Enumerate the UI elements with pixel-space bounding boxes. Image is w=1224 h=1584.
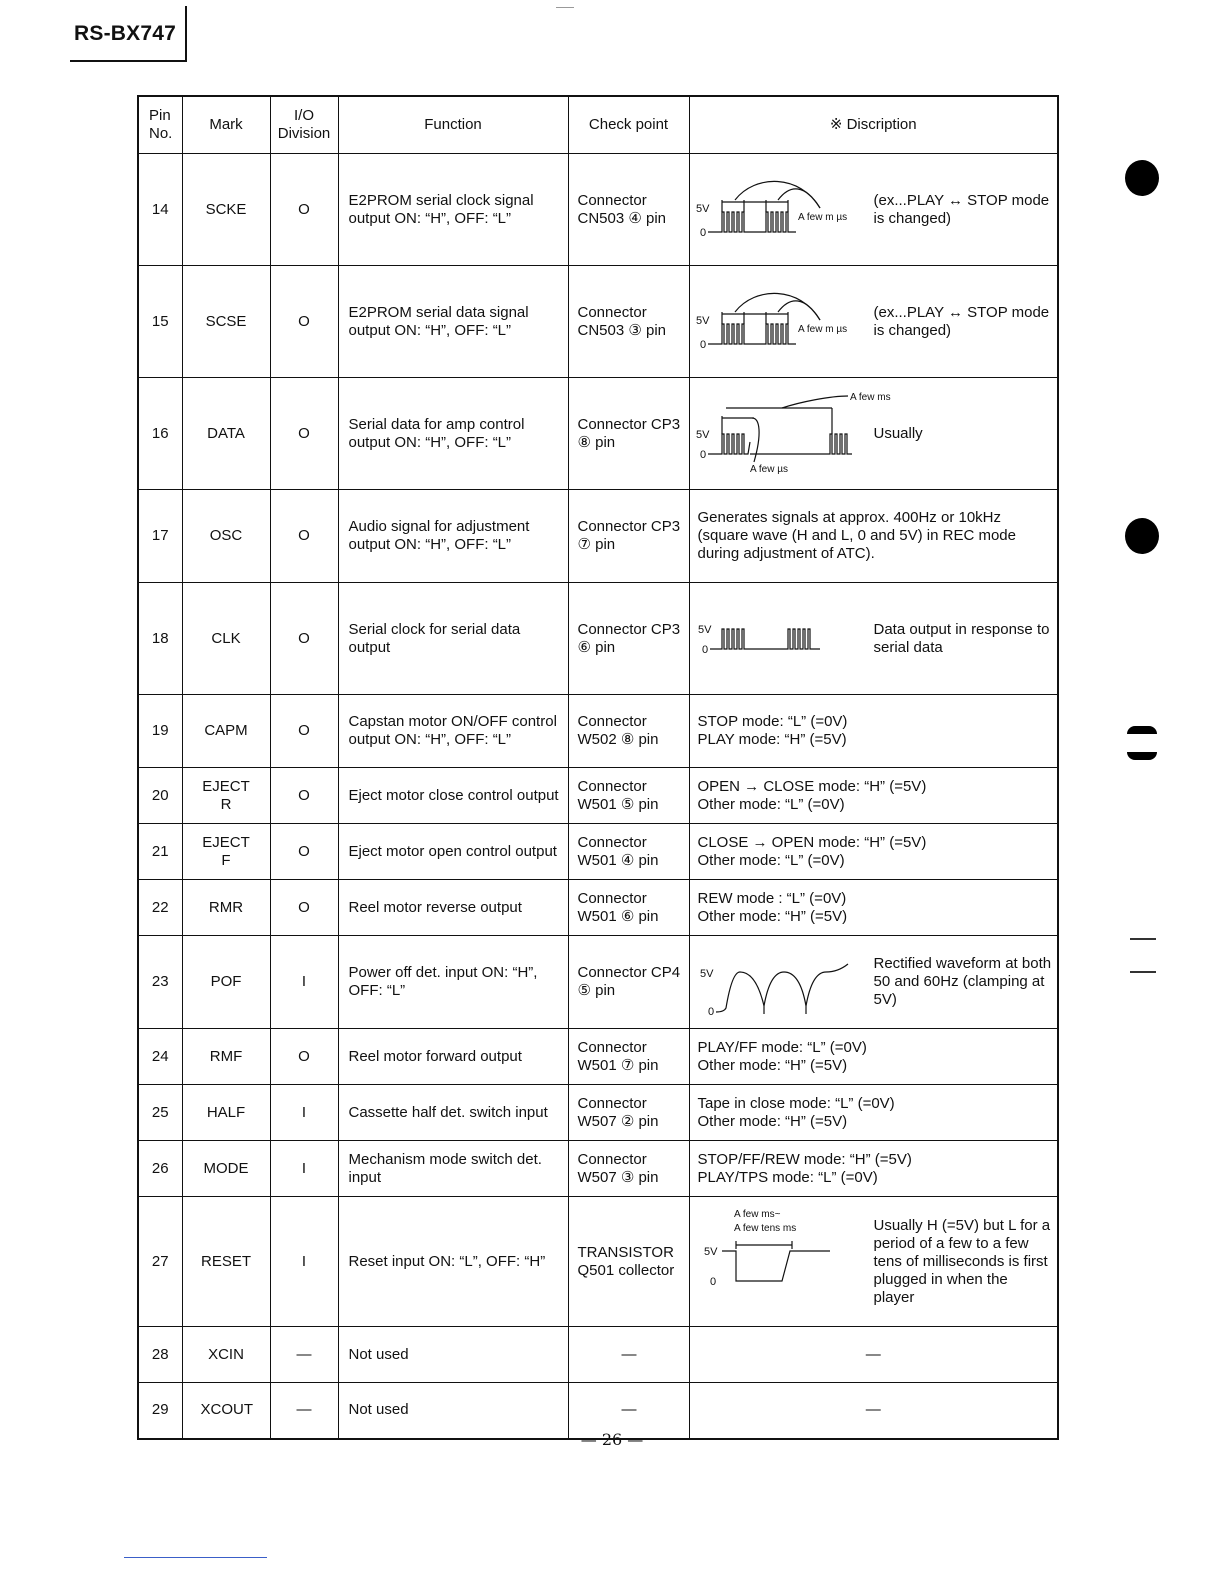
pin-number: 27 [138,1197,182,1327]
wave-label-time: A few ms~ [733,1209,780,1220]
model-title: RS-BX747 [74,22,176,45]
wave-label-0: 0 [699,339,706,351]
wave-label-5v: 5V [695,203,709,215]
wave-label-0: 0 [699,227,706,239]
table-row [138,1141,1058,1197]
function-text: Mechanism mode switch det. input [338,1141,568,1197]
io-division: O [270,266,338,378]
table-row [138,266,1058,378]
bracket [722,312,788,324]
pin-mark: POF [182,936,270,1029]
wave-label-0: 0 [707,1006,714,1018]
io-division: O [270,695,338,768]
desc-cell: Tape in close mode: “L” (=0V) Other mode: “H” (=5V) [689,1085,1058,1141]
desc-text: Rectified waveform at both 50 and 60Hz (clamping at 5V) [873,955,1052,1008]
desc-cell: — [689,1327,1058,1383]
pin-number: 26 [138,1141,182,1197]
pin-mark: RMF [182,1029,270,1085]
check-point: Connector CP3 ⑦ pin [568,490,689,583]
col-desc-header: ※ Discription [689,96,1058,154]
pin-number: 17 [138,490,182,583]
col-function-header: Function [338,96,568,154]
pin-mark: SCSE [182,266,270,378]
wave-label-0: 0 [701,644,708,656]
io-division: O [270,768,338,824]
io-division: — [270,1383,338,1439]
io-division: O [270,154,338,266]
check-point: Connector W507 ② pin [568,1085,689,1141]
desc-cell: STOP/FF/REW mode: “H” (=5V) PLAY/TPS mode: “L” (=0V) [689,1141,1058,1197]
arrow-arc [778,189,820,208]
function-text: Audio signal for adjustment output ON: “H”, OFF: “L” [338,490,568,583]
pulse-train [708,324,796,344]
check-point: Connector W507 ③ pin [568,1141,689,1197]
pin-mark: RMR [182,880,270,936]
function-text: Not used [338,1383,568,1439]
pin-mark: EJECT F [182,824,270,880]
table-row [138,1029,1058,1085]
check-point: — [568,1327,689,1383]
arrow-arc [752,418,759,462]
desc-cell [689,1197,1058,1327]
desc-cell [689,583,1058,695]
col-pin-header: Pin No. [138,96,182,154]
table-row [138,768,1058,824]
page-number: — 26 — [580,1430,644,1449]
wave-label-time: A few tens ms [733,1223,796,1234]
function-text: E2PROM serial clock signal output ON: “H”, OFF: “L” [338,154,568,266]
pin-mark: MODE [182,1141,270,1197]
pin-mark: SCKE [182,154,270,266]
pin-number: 25 [138,1085,182,1141]
wave-label-5v: 5V [695,429,709,441]
desc-cell: STOP mode: “L” (=0V) PLAY mode: “H” (=5V) [689,695,1058,768]
pin-mark: HALF [182,1085,270,1141]
wave-label-time: A few m µs [797,212,847,223]
io-division: I [270,1197,338,1327]
pin-number: 16 [138,378,182,490]
function-text: Power off det. input ON: “H”, OFF: “L” [338,936,568,1029]
arrow-arc [778,301,820,320]
bracket [722,408,832,434]
function-text: E2PROM serial data signal output ON: “H”, OFF: “L” [338,266,568,378]
check-point: Connector W501 ⑤ pin [568,768,689,824]
desc-text: Data output in response to serial data [873,620,1050,656]
desc-cell [689,378,1058,490]
arrow-arc [782,396,848,408]
table-row [138,490,1058,583]
pin-number: 20 [138,768,182,824]
function-text: Not used [338,1327,568,1383]
io-division: O [270,880,338,936]
desc-text: Usually H (=5V) but L for a period of a few to a few tens of milliseconds is first plugged in when the player [873,1216,1051,1306]
io-division: I [270,1085,338,1141]
pin-number: 19 [138,695,182,768]
col-io-header: I/O Division [270,96,338,154]
io-division: O [270,490,338,583]
pin-number: 21 [138,824,182,880]
pin-number: 18 [138,583,182,695]
check-point: TRANSISTOR Q501 collector [568,1197,689,1327]
pin-mark: XCIN [182,1327,270,1383]
table-row [138,154,1058,266]
pin-number: 14 [138,154,182,266]
pin-mark: EJECT R [182,768,270,824]
pin-mark: OSC [182,490,270,583]
pin-function-table [137,95,1059,1440]
desc-text: (ex...PLAY ↔ STOP mode is changed) [873,303,1050,339]
desc-cell [689,154,1058,266]
pulse-train [708,212,796,232]
rectified-wave [716,964,848,1014]
table-row [138,583,1058,695]
function-text: Reel motor reverse output [338,880,568,936]
top-mark [556,7,574,8]
check-point: Connector W501 ⑥ pin [568,880,689,936]
wave-label-0: 0 [699,449,706,461]
table-row [138,880,1058,936]
reset-pulse [722,1251,830,1281]
arrow-arc [735,181,820,208]
wave-label-5v: 5V [695,315,709,327]
pin-mark: CAPM [182,695,270,768]
table-row [138,824,1058,880]
wave-label-5v: 5V [697,624,711,636]
pin-mark: CLK [182,583,270,695]
pin-number: 28 [138,1327,182,1383]
bracket [722,200,788,212]
io-division: O [270,824,338,880]
bracket [736,1241,792,1249]
desc-cell: — [689,1383,1058,1439]
col-check-header: Check point [568,96,689,154]
io-division: O [270,378,338,490]
edge-mark [1130,938,1156,940]
check-point: Connector CN503 ③ pin [568,266,689,378]
io-division: I [270,1141,338,1197]
waveform-diagram [690,266,874,377]
check-point: — [568,1383,689,1439]
pin-mark: XCOUT [182,1383,270,1439]
io-division: O [270,583,338,695]
wave-label-time: A few ms [849,392,891,403]
table-row [138,1327,1058,1383]
wave-label-5v: 5V [703,1246,717,1258]
header-underline [70,60,187,62]
table-row [138,1197,1058,1327]
waveform-diagram [690,378,891,489]
function-text: Reel motor forward output [338,1029,568,1085]
function-text: Serial clock for serial data output [338,583,568,695]
desc-cell: Generates signals at approx. 400Hz or 10kHz (square wave (H and L, 0 and 5V) in REC mode during adjustment of ATC). [689,490,1058,583]
io-division: — [270,1327,338,1383]
bottom-rule [124,1557,267,1558]
wave-label-time: A few µs [749,464,788,475]
wave-label-5v: 5V [699,968,713,980]
table-row [138,378,1058,490]
waveform-diagram [690,154,874,265]
waveform-diagram [690,936,874,1028]
header-divider [185,6,187,62]
pulse-train [708,434,852,454]
wave-label-0: 0 [709,1276,716,1288]
binding-hole [1127,726,1157,734]
pin-mark: DATA [182,378,270,490]
io-division: O [270,1029,338,1085]
check-point: Connector CP3 ⑧ pin [568,378,689,490]
table-header-row [138,96,1058,154]
desc-cell [689,266,1058,378]
edge-mark [1130,971,1156,973]
binding-hole [1125,518,1159,554]
pin-number: 29 [138,1383,182,1439]
wave-label-time: A few m µs [797,324,847,335]
function-text: Serial data for amp control output ON: “H”, OFF: “L” [338,378,568,490]
pin-number: 24 [138,1029,182,1085]
pulse-train [710,629,820,649]
binding-hole [1127,752,1157,760]
pin-mark: RESET [182,1197,270,1327]
desc-cell: PLAY/FF mode: “L” (=0V) Other mode: “H” (=5V) [689,1029,1058,1085]
pin-number: 15 [138,266,182,378]
table-row [138,695,1058,768]
check-point: Connector W501 ④ pin [568,824,689,880]
function-text: Cassette half det. switch input [338,1085,568,1141]
binding-hole [1125,160,1159,196]
desc-text: Usually [873,424,923,442]
check-point: Connector CP3 ⑥ pin [568,583,689,695]
desc-cell [689,936,1058,1029]
desc-cell: CLOSE → OPEN mode: “H” (=5V) Other mode: “L” (=0V) [689,824,1058,880]
desc-cell: OPEN → CLOSE mode: “H” (=5V) Other mode: “L” (=0V) [689,768,1058,824]
function-text: Capstan motor ON/OFF control output ON: “H”, OFF: “L” [338,695,568,768]
desc-text: (ex...PLAY ↔ STOP mode is changed) [873,191,1050,227]
check-point: Connector W501 ⑦ pin [568,1029,689,1085]
io-division: I [270,936,338,1029]
check-point: Connector W502 ⑧ pin [568,695,689,768]
check-point: Connector CP4 ⑤ pin [568,936,689,1029]
table-row [138,936,1058,1029]
waveform-diagram [690,1197,874,1326]
waveform-diagram [690,583,874,694]
pin-number: 22 [138,880,182,936]
table-row [138,1085,1058,1141]
check-point: Connector CN503 ④ pin [568,154,689,266]
desc-cell: REW mode : “L” (=0V) Other mode: “H” (=5V) [689,880,1058,936]
col-mark-header: Mark [182,96,270,154]
function-text: Eject motor open control output [338,824,568,880]
function-text: Eject motor close control output [338,768,568,824]
arrow-arc [735,293,820,320]
pin-number: 23 [138,936,182,1029]
function-text: Reset input ON: “L”, OFF: “H” [338,1197,568,1327]
